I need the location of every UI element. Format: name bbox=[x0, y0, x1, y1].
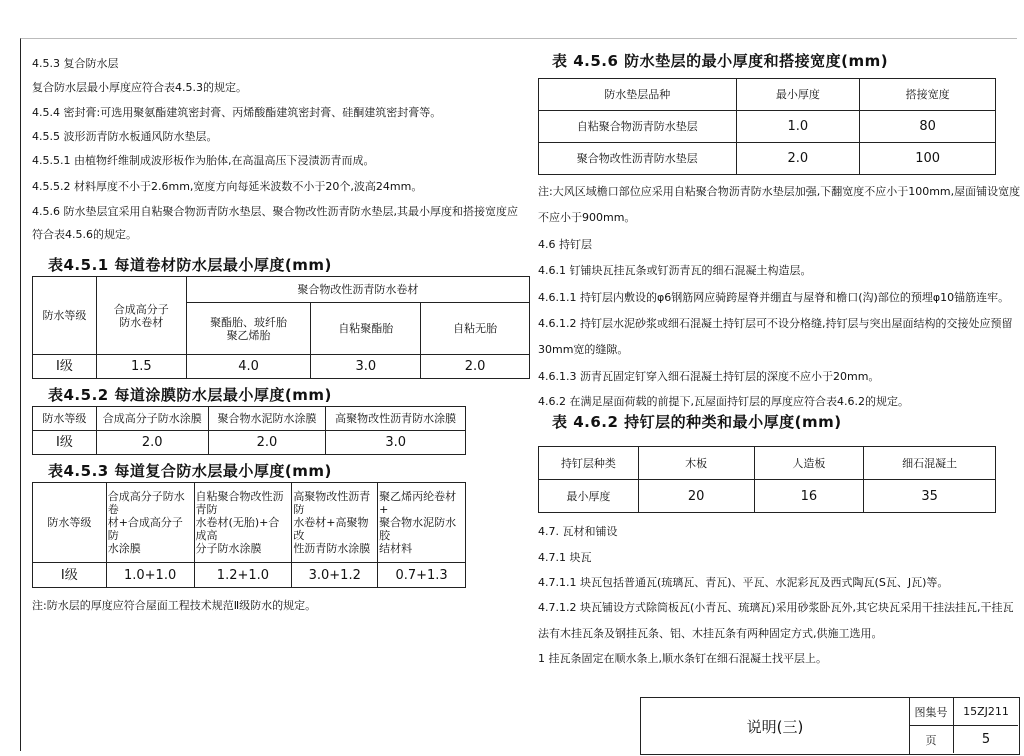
table-cell: 1.0+1.0 bbox=[106, 563, 194, 588]
header-cell: 持钉层种类 bbox=[539, 447, 639, 480]
page-label: 页 bbox=[909, 726, 954, 753]
text-line: 复合防水层最小厚度应符合表4.5.3的规定。 bbox=[32, 81, 247, 94]
table-cell: Ⅰ级 bbox=[33, 563, 107, 588]
table-cell: 100 bbox=[860, 143, 996, 175]
header-cell: 聚合物改性沥青防水卷材 bbox=[186, 277, 529, 303]
header-cell: 聚合物水泥防水涂膜 bbox=[208, 407, 326, 431]
text-line: 符合表4.5.6的规定。 bbox=[32, 228, 137, 241]
table-cell: 2.0 bbox=[421, 355, 530, 379]
table-cell: 16 bbox=[754, 480, 864, 513]
header-cell: 高聚物改性沥青防 水卷材+高聚物改 性沥青防水涂膜 bbox=[292, 483, 378, 563]
table-4-5-1 bbox=[32, 276, 530, 379]
header-cell: 合成高分子 防水卷材 bbox=[96, 277, 186, 355]
text-line: 注:大风区域檐口部位应采用自粘聚合物沥青防水垫层加强,下翻宽度不应小于100mm,屋面铺设宽度 bbox=[538, 185, 1021, 198]
header-cell: 搭接宽度 bbox=[860, 79, 996, 111]
atlas-number: 15ZJ211 bbox=[954, 698, 1018, 726]
text-line: 4.7.1.2 块瓦铺设方式除筒板瓦(小青瓦、琉璃瓦)采用砂浆卧瓦外,其它块瓦采用干挂法挂瓦,干挂瓦 bbox=[538, 601, 1014, 614]
header-cell: 合成高分子防水涂膜 bbox=[96, 407, 208, 431]
header-cell: 防水等级 bbox=[33, 407, 97, 431]
text-line: 4.6.1.3 沥青瓦固定钉穿入细石混凝土持钉层的深度不应小于20mm。 bbox=[538, 370, 880, 383]
text-line: 4.5.6 防水垫层宜采用自粘聚合物沥青防水垫层、聚合物改性沥青防水垫层,其最小厚度和搭接宽度应 bbox=[32, 205, 518, 218]
table-4-5-2 bbox=[32, 406, 466, 455]
header-cell: 细石混凝土 bbox=[864, 447, 996, 480]
header-cell: 聚酯胎、玻纤胎 聚乙烯胎 bbox=[186, 303, 311, 355]
table-cell: 1.5 bbox=[96, 355, 186, 379]
text-line: 不应小于900mm。 bbox=[538, 211, 636, 224]
table-cell: 自粘聚合物沥青防水垫层 bbox=[539, 111, 737, 143]
text-line: 4.5.5.1 由植物纤维制成波形板作为胎体,在高温高压下浸渍沥青而成。 bbox=[32, 154, 375, 167]
text-line: 4.7.1.1 块瓦包括普通瓦(琉璃瓦、青瓦)、平瓦、水泥彩瓦及西式陶瓦(S瓦、J瓦)等。 bbox=[538, 576, 949, 589]
header-cell: 聚乙烯丙纶卷材+ 聚合物水泥防水胶 结材料 bbox=[378, 483, 466, 563]
text-line: 4.6 持钉层 bbox=[538, 238, 592, 251]
header-cell: 木板 bbox=[638, 447, 754, 480]
title-block bbox=[640, 697, 1020, 755]
table-caption: 表 4.6.2 持钉层的种类和最小厚度(mm) bbox=[552, 413, 842, 431]
table-caption: 表 4.5.6 防水垫层的最小厚度和搭接宽度(mm) bbox=[552, 52, 889, 70]
table-cell: 80 bbox=[860, 111, 996, 143]
table-cell: 3.0 bbox=[311, 355, 421, 379]
text-line: 4.5.4 密封膏:可选用聚氨酯建筑密封膏、丙烯酸酯建筑密封膏、硅酮建筑密封膏等。 bbox=[32, 106, 442, 119]
header-cell: 自粘聚酯胎 bbox=[311, 303, 421, 355]
table-cell: 1.2+1.0 bbox=[194, 563, 292, 588]
text-line: 4.6.2 在满足屋面荷载的前提下,瓦屋面持钉层的厚度应符合表4.6.2的规定。 bbox=[538, 395, 909, 408]
page-number: 5 bbox=[981, 732, 991, 747]
table-cell: Ⅰ级 bbox=[33, 431, 97, 455]
text-line: 4.6.1 钉铺块瓦挂瓦条或钉沥青瓦的细石混凝土构造层。 bbox=[538, 264, 812, 277]
table-cell: 2.0 bbox=[736, 143, 860, 175]
header-cell: 最小厚度 bbox=[736, 79, 860, 111]
header-cell: 防水等级 bbox=[33, 277, 97, 355]
header-cell: 自粘聚合物改性沥青防 水卷材(无胎)+合成高 分子防水涂膜 bbox=[194, 483, 292, 563]
table-cell: 2.0 bbox=[96, 431, 208, 455]
table-4-5-6 bbox=[538, 78, 996, 175]
header-cell: 高聚物改性沥青防水涂膜 bbox=[326, 407, 466, 431]
atlas-label: 图集号 bbox=[909, 698, 954, 726]
table-cell: 聚合物改性沥青防水垫层 bbox=[539, 143, 737, 175]
header-cell: 合成高分子防水卷 材+合成高分子防 水涂膜 bbox=[106, 483, 194, 563]
text-line: 4.5.3 复合防水层 bbox=[32, 57, 119, 70]
table-4-6-2 bbox=[538, 446, 996, 513]
text-line: 4.6.1.1 持钉层内敷设的φ6钢筋网应骑跨屋脊并绷直与屋脊和檐口(沟)部位的预埋φ10锚筋连牢。 bbox=[538, 291, 1010, 304]
table-cell: 35 bbox=[864, 480, 996, 513]
text-line: 4.5.5 波形沥青防水板通风防水垫层。 bbox=[32, 130, 218, 143]
text-line: 4.6.1.2 持钉层水泥砂浆或细石混凝土持钉层可不设分格缝,持钉层与突出屋面结构的交接处应预留 bbox=[538, 317, 1013, 330]
table-cell: 20 bbox=[638, 480, 754, 513]
header-cell: 人造板 bbox=[754, 447, 864, 480]
table-cell: Ⅰ级 bbox=[33, 355, 97, 379]
text-line: 法有木挂瓦条及钢挂瓦条、铝、木挂瓦条有两种固定方式,供施工选用。 bbox=[538, 627, 883, 640]
header-cell: 防水等级 bbox=[33, 483, 107, 563]
note-text: 注:防水层的厚度应符合屋面工程技术规范Ⅱ级防水的规定。 bbox=[32, 599, 317, 612]
table-cell: 1.0 bbox=[736, 111, 860, 143]
table-cell: 4.0 bbox=[186, 355, 311, 379]
table-caption: 表4.5.2 每道涂膜防水层最小厚度(mm) bbox=[48, 386, 332, 404]
header-cell: 防水垫层品种 bbox=[539, 79, 737, 111]
table-cell: 0.7+1.3 bbox=[378, 563, 466, 588]
table-cell: 3.0+1.2 bbox=[292, 563, 378, 588]
text-line: 4.5.5.2 材料厚度不小于2.6mm,宽度方向每延米波数不小于20个,波高24mm。 bbox=[32, 180, 423, 193]
table-caption: 表4.5.1 每道卷材防水层最小厚度(mm) bbox=[48, 256, 332, 274]
table-cell: 最小厚度 bbox=[539, 480, 639, 513]
header-cell: 自粘无胎 bbox=[421, 303, 530, 355]
text-line: 4.7.1 块瓦 bbox=[538, 551, 592, 564]
table-cell: 2.0 bbox=[208, 431, 326, 455]
text-line: 30mm宽的缝隙。 bbox=[538, 343, 629, 356]
table-cell: 3.0 bbox=[326, 431, 466, 455]
table-4-5-3 bbox=[32, 482, 466, 588]
text-line: 1 挂瓦条固定在顺水条上,顺水条钉在细石混凝土找平层上。 bbox=[538, 652, 827, 665]
text-line: 4.7. 瓦材和铺设 bbox=[538, 525, 618, 538]
sheet-title: 说明(三) bbox=[641, 698, 910, 754]
table-caption: 表4.5.3 每道复合防水层最小厚度(mm) bbox=[48, 462, 332, 480]
